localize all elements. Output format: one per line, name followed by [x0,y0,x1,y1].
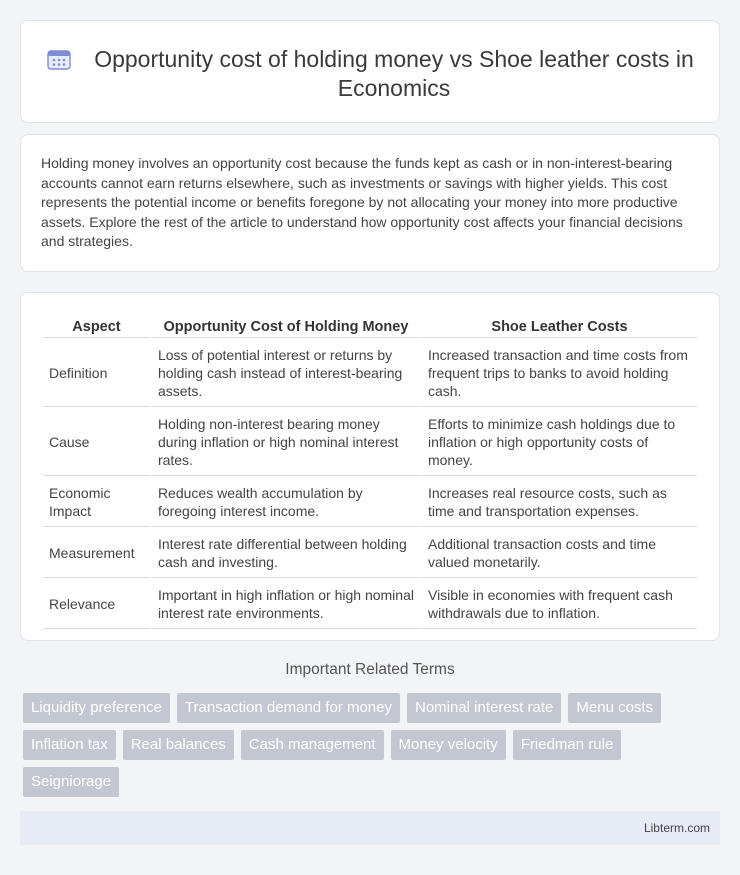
cell-opportunity-cost: Holding non-interest bearing money during inflation or high nominal interest rates. [152,407,420,476]
cell-opportunity-cost: Reduces wealth accumulation by foregoing interest income. [152,476,420,527]
comparison-card [20,292,720,641]
tag-money-velocity[interactable]: Money velocity [391,730,506,760]
tag-nominal-interest-rate[interactable]: Nominal interest rate [407,693,561,723]
cell-shoe-leather: Visible in economies with frequent cash withdrawals due to inflation. [422,578,697,629]
cell-shoe-leather: Increases real resource costs, such as time and transportation expenses. [422,476,697,527]
intro-paragraph: Holding money involves an opportunity cost because the funds kept as cash or in non-interest-bearing accounts cannot earn returns elsewhere, such as investments or savings with higher yields. This cost represents the potential income or benefits foregone by not allocating your money into more productive assets. Explore the rest of the article to understand how opportunity cost affects your financial decisions and strategies. [41,155,683,250]
intro-card [20,134,720,272]
related-terms-title: Important Related Terms [285,661,455,678]
cell-aspect: Definition [43,338,150,407]
cell-aspect: Measurement [43,527,150,578]
tag-friedman-rule[interactable]: Friedman rule [513,730,622,760]
tag-real-balances[interactable]: Real balances [123,730,234,760]
comparison-table [41,314,699,629]
table-header-row [43,314,697,338]
tag-transaction-demand[interactable]: Transaction demand for money [177,693,400,723]
cell-aspect: Cause [43,407,150,476]
related-terms-list [23,693,713,797]
tag-seigniorage[interactable]: Seigniorage [23,767,119,797]
header-aspect: Aspect [43,314,150,338]
cell-aspect: Relevance [43,578,150,629]
footer-site-link[interactable]: Libterm.com [643,821,710,835]
table-row [43,578,697,629]
tag-cash-management[interactable]: Cash management [241,730,384,760]
cell-opportunity-cost: Important in high inflation or high nominal interest rate environments. [152,578,420,629]
table-row [43,476,697,527]
tag-liquidity-preference[interactable]: Liquidity preference [23,693,170,723]
tag-menu-costs[interactable]: Menu costs [568,693,661,723]
header-shoe-leather: Shoe Leather Costs [422,314,697,338]
tag-inflation-tax[interactable]: Inflation tax [23,730,116,760]
title-card [20,20,720,123]
table-row [43,407,697,476]
page-title: Opportunity cost of holding money vs Shoe leather costs in Economics [94,46,694,101]
cell-opportunity-cost: Loss of potential interest or returns by holding cash instead of interest-bearing assets. [152,338,420,407]
cell-shoe-leather: Additional transaction costs and time valued monetarily. [422,527,697,578]
table-row [43,527,697,578]
cell-shoe-leather: Increased transaction and time costs from frequent trips to banks to avoid holding cash. [422,338,697,407]
cell-aspect: Economic Impact [43,476,150,527]
header-opportunity-cost: Opportunity Cost of Holding Money [152,314,420,338]
cell-opportunity-cost: Interest rate differential between holding cash and investing. [152,527,420,578]
cell-shoe-leather: Efforts to minimize cash holdings due to inflation or high opportunity costs of money. [422,407,697,476]
footer [20,811,720,845]
table-row [43,338,697,407]
